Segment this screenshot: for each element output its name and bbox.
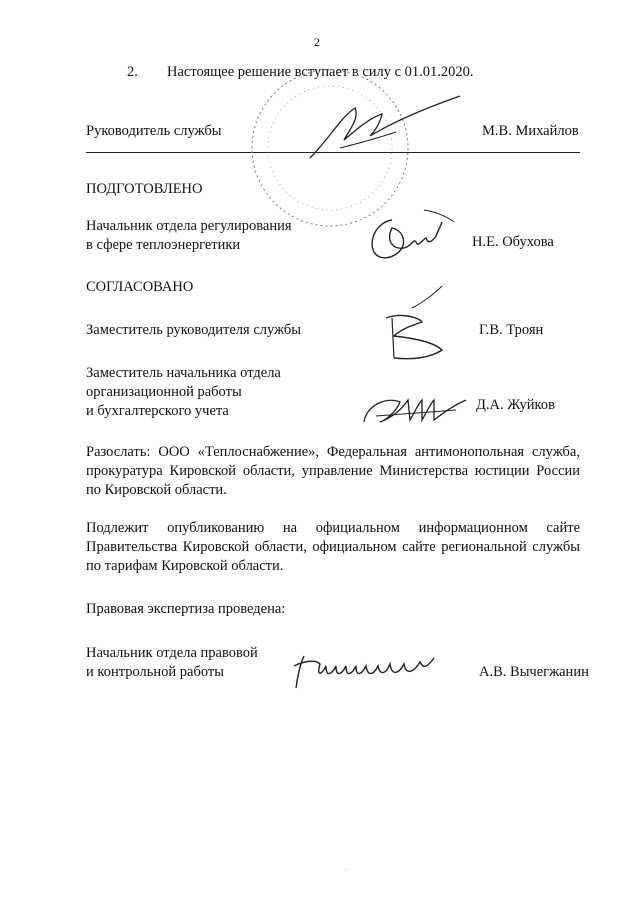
deputy-chief-position-line-3: и бухгалтерского учета [86,403,229,419]
publication-line-3: по тарифам Кировской области. [86,558,284,574]
head-signature [300,88,540,178]
legal-review-position-line-1: Начальник отдела правовой [86,645,258,661]
deputy-chief-position-line-1: Заместитель начальника отдела [86,365,281,381]
prepared-name: Н.Е. Обухова [472,234,554,250]
page-number: 2 [314,35,320,49]
legal-review-position-line-2: и контрольной работы [86,664,224,680]
legal-review-signature [286,648,446,698]
agreed-heading: СОГЛАСОВАНО [86,279,194,295]
distribution-line-3: по Кировской области. [86,482,227,498]
legal-review-text: Правовая экспертиза проведена: [86,601,286,617]
clause-text: Настоящее решение вступает в силу с 01.01.2020. [167,64,474,80]
deputy-chief-name: Д.А. Жуйков [476,397,555,413]
deputy-head-position: Заместитель руководителя службы [86,322,302,338]
head-position: Руководитель службы [86,123,222,139]
prepared-position-line-1: Начальник отдела регулирования [86,218,292,234]
distribution-line-2: прокуратура Кировской области, управление Министерства юстиции России [86,463,580,479]
distribution-line-1: Разослать: ООО «Теплоснабжение», Федеральная антимонопольная служба, [86,444,580,460]
distribution-paragraph [86,443,580,500]
clause-number: 2. [127,64,138,80]
head-name: М.В. Михайлов [482,123,579,139]
legal-review-name: А.В. Вычегжанин [479,664,589,680]
deputy-head-name: Г.В. Троян [479,322,544,338]
prepared-signature [362,200,472,270]
publication-paragraph [86,519,580,576]
publication-line-2: Правительства Кировской области, официальном сайте региональной службы [86,539,580,555]
footer-dot: . [345,863,347,872]
prepared-heading: ПОДГОТОВЛЕНО [86,181,203,197]
prepared-position-line-2: в сфере теплоэнергетики [86,237,241,253]
deputy-chief-signature [356,386,476,436]
publication-line-1: Подлежит опубликованию на официальном информационном сайте [86,520,580,536]
deputy-chief-position-line-2: организационной работы [86,384,242,400]
deputy-head-signature [372,282,472,382]
